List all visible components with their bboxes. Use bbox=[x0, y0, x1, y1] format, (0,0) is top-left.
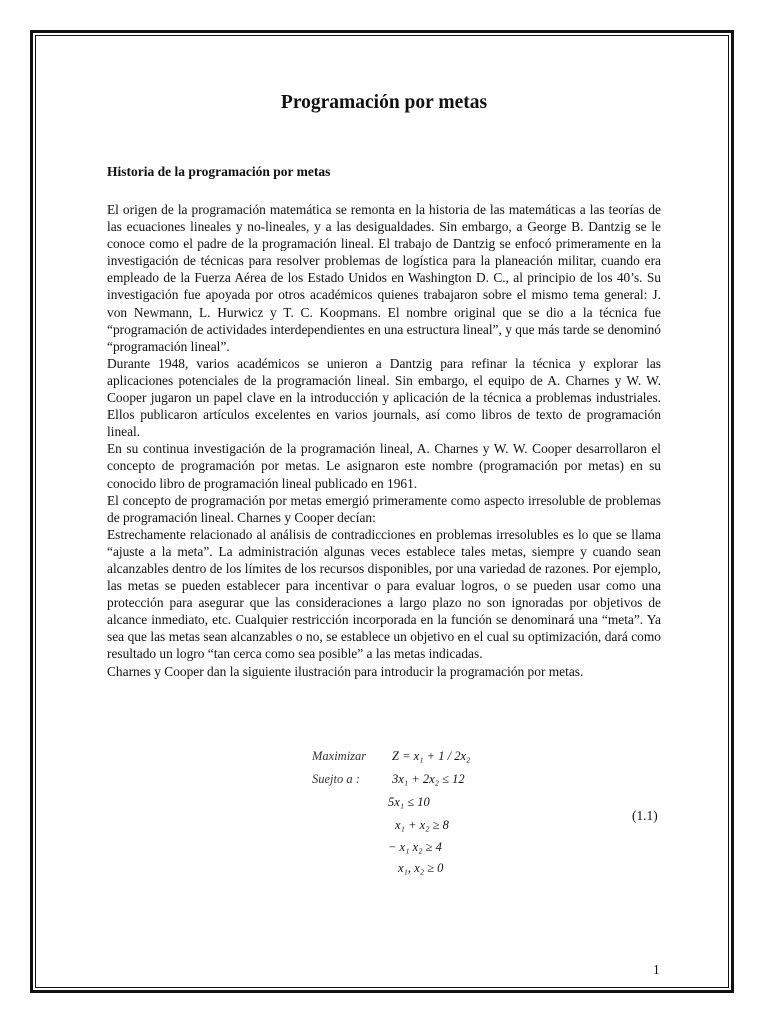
paragraph: El origen de la programación matemática se remonta en la historia de las matemáticas a las teorías de las ecuaciones lineales y no-lineales, y a las desigualdades. Sin embargo, a George B. Dantzig se le conoce como el padre de la programación lineal. El trabajo de Dantzig se enfocó primeramente en la investigación de técnicas para resolver problemas de logística para la planeación militar, cuando era empleado de la Fuerza Aérea de los Estado Unidos en Washington D. C., al principio de los 40’s. Su investigación fue apoyada por otros académicos quienes trabajaron sobre el mismo tema general: J. von Newmann, L. Hurwicz y T. C. Koopmans. El nombre original que se dio a la técnica fue “programación de actividades interdependientes en una estructura lineal”, y que más tarde se denominó “programación lineal”. bbox=[107, 202, 662, 354]
paragraph: Durante 1948, varios académicos se unieron a Dantzig para refinar la técnica y explorar las aplicaciones potenciales de la programación lineal. Sin embargo, el equipo de A. Charnes y W. W. Cooper jugaron un papel clave en la introducción y aplicación de la técnica a problemas industriales. Ellos publicaron artículos excelentes en varios journals, así como libros de texto de programación lineal. bbox=[107, 355, 661, 440]
constraint-expression: − x₁ x₂ ≥ 4 bbox=[388, 840, 442, 854]
paragraph: En su continua investigación de la programación lineal, A. Charnes y W. W. Cooper desarrollaron el concepto de programación por metas. Le asignaron este nombre (programación por metas) en su conocido libro de programación lineal publicado en 1961. bbox=[107, 441, 661, 491]
constraint-row bbox=[398, 861, 443, 876]
paragraph: Charnes y Cooper dan la siguiente ilustración para introducir la programación por metas. bbox=[107, 663, 584, 679]
constraint-row bbox=[312, 772, 465, 787]
constraint-row bbox=[388, 795, 430, 810]
objective-expression: Z = x₁ + 1 / 2x₂ bbox=[392, 749, 471, 763]
constraint-expression: x₁, x₂ ≥ 0 bbox=[398, 861, 444, 875]
constraint-expression: x₁ + x₂ ≥ 8 bbox=[395, 818, 449, 832]
constraint-row bbox=[395, 818, 449, 833]
paragraph: Estrechamente relacionado al análisis de contradicciones en problemas irresolubles es lo que se llama “ajuste a la meta”. La administración algunas veces establece tales metas, siempre y cuando sean alcanzables dentro de los límites de los recursos disponibles, por una variedad de razones. Por ejemplo, las metas se pueden establecer para incentivar o para evaluar logros, o se pueden usar como una protección para asegurar que las consideraciones a largo plazo no son ignoradas por objetivos de alcance inmediato, etc. Cualquier restricción incorporada en la función se denominará una “meta”. Ya sea que las metas sean alcanzables o no, se establece un objetivo en el cual su optimización, dará como resultado un logro “tan cerca como sea posible” a las metas indicadas. bbox=[107, 526, 661, 662]
equation-number: (1.1) bbox=[632, 808, 658, 823]
page-number: 1 bbox=[653, 962, 660, 977]
constraint-expression: 3x₁ + 2x₂ ≤ 12 bbox=[392, 772, 465, 786]
body-text bbox=[107, 201, 661, 680]
constraint-row bbox=[388, 840, 442, 855]
paragraph: El concepto de programación por metas emergió primeramente como aspecto irresoluble de problemas de programación lineal. Charnes y Cooper decían: bbox=[107, 492, 661, 525]
equation-block bbox=[312, 749, 672, 879]
objective-row bbox=[312, 749, 470, 764]
constraints-prefix: Suejto a : bbox=[312, 772, 360, 786]
section-heading: Historia de la programación por metas bbox=[107, 164, 331, 179]
objective-prefix: Maximizar bbox=[312, 749, 367, 763]
constraint-expression: 5x₁ ≤ 10 bbox=[388, 795, 430, 809]
page-title: Programación por metas bbox=[280, 92, 488, 113]
